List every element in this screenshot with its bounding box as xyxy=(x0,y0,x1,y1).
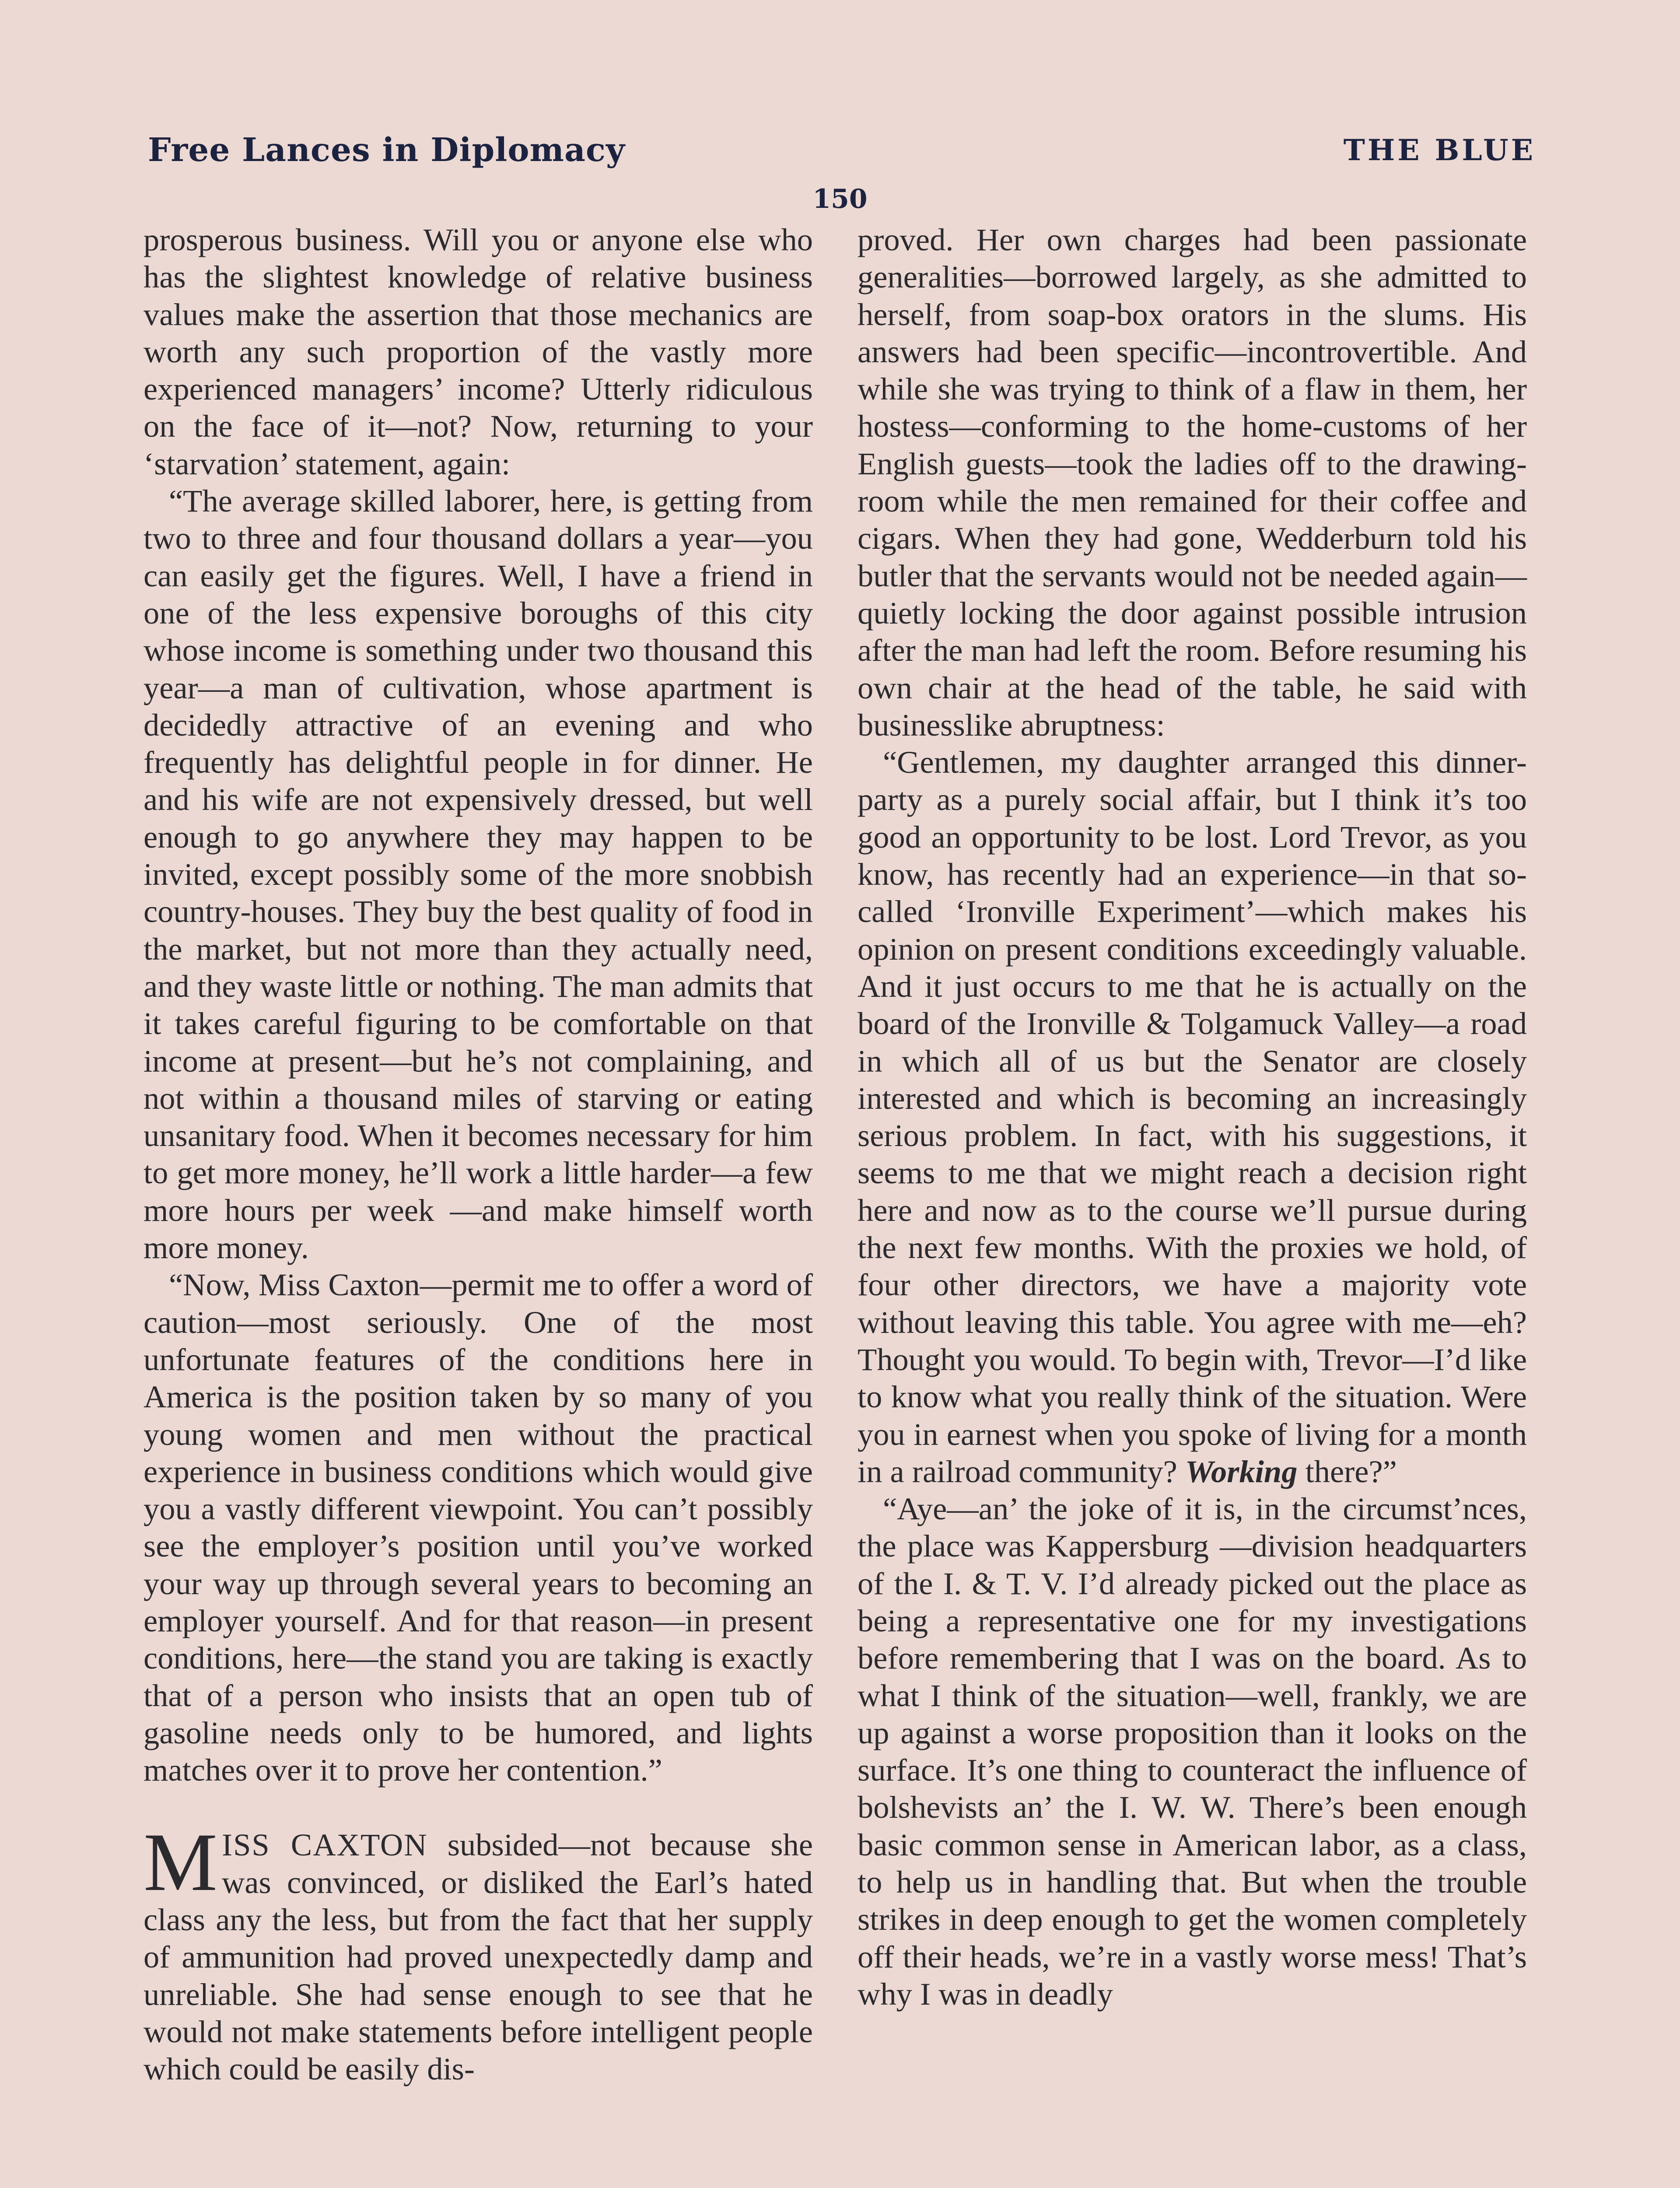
paragraph: “The average skilled laborer, here, is getting from two to three and four thousand dollars a year—you can easily get the figures. Well, I have a friend in one of the less expensive boroughs of this city whose income is something under two thousand this year—a man of cultivation, whose apartment is decidedly attractive of an evening and who frequently has delightful people in for dinner. He and his wife are not expensively dressed, but well enough to go anywhere they may happen to be invited, except possibly some of the more snobbish country-houses. They buy the best quality of food in the market, but not more than they actually need, and they waste little or nothing. The man admits that it takes careful figuring to be comfortable on that income at present—but he’s not complaining, and not within a thousand miles of starving or eating unsanitary food. When it becomes necessary for him to get more money, he’ll work a little harder—a few more hours per week —and make himself worth more money. xyxy=(144,483,813,1266)
running-head-magazine: THE BLUE xyxy=(1343,133,1536,167)
text-column-left xyxy=(144,221,813,2088)
page-number: 150 xyxy=(812,184,868,214)
drop-cap: M xyxy=(144,1816,217,1909)
paragraph xyxy=(858,743,1527,1490)
paragraph: “Aye—an’ the joke of it is, in the circumst’nces, the place was Kappersburg —division headquarters of the I. & T. V. I’d already picked out the place as being a representative one for my investigations before remembering that I was on the board. As to what I think of the situation—well, frankly, we are up against a worse proposition than it looks on the surface. It’s one thing to counteract the influence of bolshevists an’ the I. W. W. There’s been enough basic common sense in American labor, as a class, to help us in handling that. But when the trouble strikes in deep enough to get the women completely off their heads, we’re in a vastly worse mess! That’s why I was in deadly xyxy=(858,1491,1527,2012)
paragraph: “Now, Miss Caxton—permit me to offer a word of caution—most seriously. One of the most unfortunate features of the conditions here in America is the position taken by so many of you young women and men without the practical experience in business conditions which would give you a vastly different viewpoint. You can’t possibly see the employer’s position until you’ve worked your way up through several years to becoming an employer yourself. And for that reason—in present conditions, here—the stand you are taking is exactly that of a person who insists that an open tub of gasoline needs only to be humored, and lights matches over it to prove her contention.” xyxy=(144,1267,813,1788)
paragraph: prosperous business. Will you or anyone else who has the slightest knowledge of relative business values make the assertion that those mechanics are worth any such proportion of the vastly more experienced managers’ income? Utterly ridiculous on the face of it—not? Now, returning to your ‘starvation’ statement, again: xyxy=(144,222,813,481)
paragraph: proved. Her own charges had been passionate generalities—borrowed largely, as she admitted to herself, from soap-box orators in the slums. His answers had been specific—incontrovertible. And while she was trying to think of a flaw in them, her hostess—conforming to the home-customs of her English guests—took the ladies off to the drawing-room while the men remained for their coffee and cigars. When they had gone, Wedderburn told his butler that the servants would not be needed again—quietly locking the door against possible intrusion after the man had left the room. Before resuming his own chair at the head of the table, he said with businesslike abruptness: xyxy=(858,222,1527,743)
small-caps-lead: ISS CAXTON xyxy=(221,1827,428,1863)
running-head-title: Free Lances in Diplomacy xyxy=(148,131,625,169)
section-paragraph xyxy=(144,1816,813,2087)
italic-word: Working xyxy=(1185,1453,1298,1489)
paragraph-text: subsided—not because she was convinced, or disliked the Earl’s hated class any the less, but from the fact that her supply of ammunition had proved unexpectedly damp and unreliable. She had sense enough to see that he would not make statements before intelligent people which could be easily dis- xyxy=(144,1827,813,2087)
paragraph-text: “Gentlemen, my daughter arranged this dinner-party as a purely social affair, but I think it’s too good an opportunity to be lost. Lord Trevor, as you know, has recently had an experience—in that so-called ‘Ironville Experiment’—which makes his opinion on present conditions exceedingly valuable. And it just occurs to me that he is actually on the board of the Ironville & Tolgamuck Valley—a road in which all of us but the Senator are closely interested and which is becoming an increasingly serious problem. In fact, with his suggestions, it seems to me that we might reach a decision right here and now as to the course we’ll pursue during the next few months. With the proxies we hold, of four other directors, we have a majority vote without leaving this table. You agree with me—eh? Thought you would. To begin with, Trevor—I’d like to know what you really think of the situation. Were you in earnest when you spoke of living for a month in a railroad community? xyxy=(858,744,1527,1489)
paragraph-text-end: there?” xyxy=(1297,1453,1397,1489)
text-column-right xyxy=(858,221,1527,2013)
